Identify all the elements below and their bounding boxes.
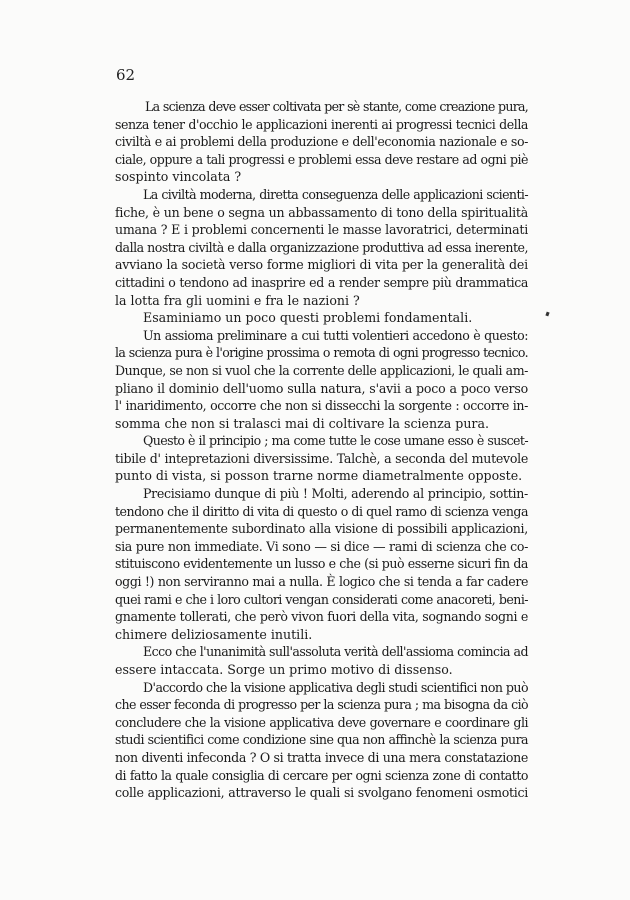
text-line: ciale, oppure a tali progressi e problemi essa deve restare ad ogni piè (115, 151, 528, 167)
text-line: tendono che il diritto di vita di questo o di quel ramo di scienza venga (115, 503, 528, 519)
text-line: essere intaccata. Sorge un primo motivo di dissenso. (115, 662, 453, 677)
text-line: di fatto la quale consiglia di cercare per ogni scienza zone di contatto (115, 767, 528, 783)
text-line: Ecco che l'unanimità sull'assoluta verità dell'assioma comincia ad (143, 644, 528, 660)
text-line: studi scientifici come condizione sine qua non affinchè la scienza pura (115, 732, 528, 748)
text-line: Un assioma preliminare a cui tutti volentieri accedono è questo: (143, 327, 528, 343)
text-line: Questo è il principio ; ma come tutte le cose umane esso è suscet- (143, 433, 528, 449)
text-line: Dunque, se non si vuol che la corrente delle applicazioni, le quali am- (115, 362, 528, 378)
text-line: l' inaridimento, occorre che non si dissecchi la sorgente : occorre in- (115, 398, 528, 414)
text-line: avviano la società verso forme migliori di vita per la generalità dei (115, 257, 528, 273)
text-line: gnamente tollerati, che però vivon fuori della vita, sognando sogni e (115, 609, 528, 625)
text-line: La scienza deve esser coltivata per sè stante, come creazione pura, (145, 99, 528, 114)
text-line: sia pure non immediate. Vi sono — si dice — rami di scienza che co- (115, 538, 528, 554)
text-line: quei rami e che i loro cultori vengan considerati come anacoreti, beni- (115, 591, 528, 607)
text-line: colle applicazioni, attraverso le quali si svolgano fenomeni osmotici (115, 785, 528, 801)
text-line: tibile d' intepretazioni diversissime. Talchè, a seconda del mutevole (115, 450, 528, 466)
text-line: stituiscono evidentemente un lusso e che (si può esserne sicuri fin da (115, 556, 528, 572)
text-line: concludere che la visione applicativa deve governare e coordinare gli (115, 714, 528, 730)
text-line: Precisiamo dunque di più ! Molti, aderendo al principio, sottin- (143, 486, 528, 502)
text-line: pliano il dominio dell'uomo sulla natura, s'avii a poco a poco verso (115, 380, 528, 396)
text-line: permanentemente subordinato alla visione di possibili applicazioni, (115, 521, 528, 537)
text-line: chimere deliziosamente inutili. (115, 626, 313, 642)
text-line: che esser feconda di progresso per la scienza pura ; ma bisogna da ciò (115, 697, 528, 713)
page-number: 62 (116, 66, 136, 84)
text-line: dalla nostra civiltà e dalla organizzazione produttiva ad essa inerente, (115, 239, 528, 255)
text-line: cittadini o tendono ad inasprire ed a render sempre più drammatica (115, 274, 528, 290)
text-line: sospinto vincolata ? (115, 169, 242, 185)
text-line: la lotta fra gli uomini e fra le nazioni ? (115, 292, 360, 308)
text-line: oggi !) non serviranno mai a nulla. È logico che si tenda a far cadere (115, 574, 528, 590)
text-line: umana ? E i problemi concernenti le masse lavoratrici, determinati (115, 222, 528, 238)
text-line: la scienza pura è l'origine prossima o remota di ogni progresso tecnico. (115, 345, 528, 361)
text-line: La civiltà moderna, diretta conseguenza delle applicazioni scienti- (143, 186, 528, 202)
text-line: punto di vista, si posson trarne norme diametralmente opposte. (115, 468, 523, 484)
body-text (115, 98, 528, 802)
scan-speck (545, 312, 549, 317)
text-line: civiltà e ai problemi della produzione e dell'economia nazionale e so- (115, 134, 528, 150)
text-line: senza tener d'occhio le applicazioni inerenti ai progressi tecnici della (115, 116, 528, 132)
text-line: non diventi infeconda ? O si tratta invece di una mera constatazione (115, 749, 528, 765)
text-line: somma che non si tralasci mai di coltivare la scienza pura. (115, 415, 489, 431)
text-line: Esaminiamo un poco questi problemi fondamentali. (143, 310, 473, 326)
text-line: fiche, è un bene o segna un abbassamento di tono della spiritualità (115, 204, 528, 220)
text-line: D'accordo che la visione applicativa degli studi scientifici non può (143, 679, 528, 695)
